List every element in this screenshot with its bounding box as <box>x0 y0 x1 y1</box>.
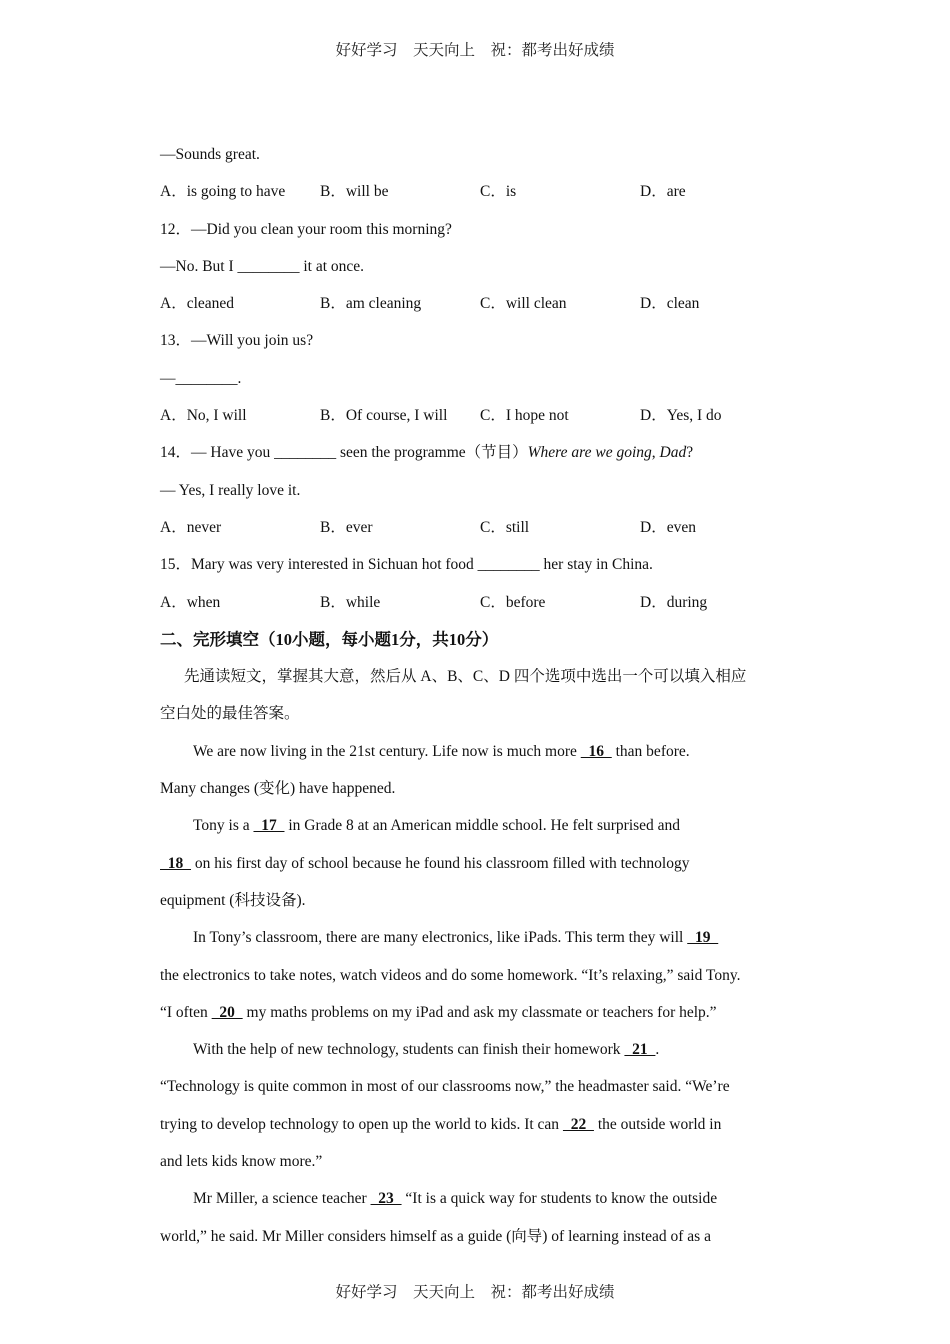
q12-option-b[interactable]: B．am cleaning <box>320 295 422 313</box>
passage-text: “I often <box>160 1003 212 1021</box>
passage-line: “Technology is quite common in most of our classrooms now,” the headmaster said. “We’re <box>160 1078 730 1096</box>
passage-line <box>160 811 800 848</box>
q12-options <box>160 289 800 326</box>
q12-reply: —No. But I ________ it at once. <box>160 257 365 275</box>
passage-line <box>160 849 800 886</box>
q14-options <box>160 513 800 550</box>
q12-option-a[interactable]: A．cleaned <box>160 295 235 313</box>
q15-options <box>160 588 800 625</box>
page-header: 好好学习 天天向上 祝：都考出好成绩 <box>335 42 615 59</box>
blank-23[interactable]: 23 <box>370 1190 402 1208</box>
passage-line: the electronics to take notes, watch videos and do some homework. “It’s relaxing,” said Tony. <box>160 966 741 984</box>
q13-reply: —________. <box>160 369 242 387</box>
passage-line <box>160 1184 800 1221</box>
q13-stem: 13．—Will you join us? <box>160 332 314 350</box>
blank-17[interactable]: 17 <box>253 817 285 835</box>
q12-stem: 12．—Did you clean your room this morning? <box>160 220 452 238</box>
passage-text: trying to develop technology to open up the world to kids. It can <box>160 1115 563 1133</box>
q11-option-b[interactable]: B．will be <box>320 183 389 201</box>
q11-options <box>160 177 800 214</box>
q15-option-b[interactable]: B．while <box>320 593 381 611</box>
q14-option-b[interactable]: B．ever <box>320 518 373 536</box>
blank-16[interactable]: 16 <box>580 742 612 760</box>
page-footer: 好好学习 天天向上 祝：都考出好成绩 <box>335 1284 615 1301</box>
passage-text: We are now living in the 21st century. Life now is much more <box>193 742 581 760</box>
passage-text: my maths problems on my iPad and ask my classmate or teachers for help.” <box>242 1003 717 1021</box>
blank-19[interactable]: 19 <box>687 929 719 947</box>
q14-reply: — Yes, I really love it. <box>160 481 301 499</box>
exam-content <box>160 140 800 1259</box>
passage-line: equipment (科技设备). <box>160 891 306 909</box>
q14-stem <box>160 438 800 475</box>
passage-text: Mr Miller, a science teacher <box>193 1190 371 1208</box>
section-instruction-cont: 空白处的最佳答案。 <box>160 705 300 723</box>
passage-line: and lets kids know more.” <box>160 1153 323 1171</box>
blank-18[interactable]: 18 <box>160 854 191 872</box>
q11-option-c[interactable]: C．is <box>480 183 517 201</box>
blank-21[interactable]: 21 <box>624 1041 656 1059</box>
q14-option-c[interactable]: C．still <box>480 518 530 536</box>
q12-option-d[interactable]: D．clean <box>640 295 700 313</box>
q11-option-a[interactable]: A．is going to have <box>160 183 286 201</box>
q14-comma: , <box>651 444 660 462</box>
q13-options <box>160 401 800 438</box>
q13-option-d[interactable]: D．Yes, I do <box>640 407 722 425</box>
passage-text: With the help of new technology, students can finish their homework <box>193 1041 625 1059</box>
passage-text: Tony is a <box>193 817 254 835</box>
q15-stem: 15．Mary was very interested in Sichuan hot food ________ her stay in China. <box>160 556 653 574</box>
q13-option-b[interactable]: B．Of course, I will <box>320 407 448 425</box>
q15-option-c[interactable]: C．before <box>480 593 546 611</box>
passage-text: In Tony’s classroom, there are many electronics, like iPads. This term they will <box>193 929 688 947</box>
q15-option-a[interactable]: A．when <box>160 593 221 611</box>
q11-option-d[interactable]: D．are <box>640 183 686 201</box>
q13-option-c[interactable]: C．I hope not <box>480 407 569 425</box>
passage-line: world,” he said. Mr Miller considers himself as a guide (向导) of learning instead of as a <box>160 1227 711 1245</box>
q14-programme-title-end: Dad <box>659 444 687 462</box>
section-title: 二、完形填空（10小题，每小题1分，共10分） <box>160 629 499 649</box>
q14-option-a[interactable]: A．never <box>160 518 222 536</box>
passage-line <box>160 998 800 1035</box>
blank-22[interactable]: 22 <box>562 1115 594 1133</box>
section-instruction: 先通读短文，掌握其大意，然后从 A、B、C、D 四个选项中选出一个可以填入相应 <box>184 668 747 686</box>
q15-option-d[interactable]: D．during <box>640 593 708 611</box>
passage-line <box>160 737 800 774</box>
q14-option-d[interactable]: D．even <box>640 518 696 536</box>
passage-text: than before. <box>611 742 690 760</box>
q13-option-a[interactable]: A．No, I will <box>160 407 247 425</box>
q11-reply: —Sounds great. <box>160 146 260 163</box>
passage-line <box>160 1110 800 1147</box>
q14-stem-text: 14．— Have you ________ seen the programme（节目） <box>160 444 528 462</box>
passage-text: “It is a quick way for students to know the outside <box>401 1190 718 1208</box>
passage-line <box>160 923 800 960</box>
passage-text: the outside world in <box>593 1115 722 1133</box>
passage-line <box>160 1035 800 1072</box>
q14-programme-title: Where are we going <box>527 444 652 462</box>
passage-text: on his first day of school because he found his classroom filled with technology <box>191 854 690 872</box>
q14-question-mark: ? <box>686 444 694 462</box>
q12-option-c[interactable]: C．will clean <box>480 295 567 313</box>
passage-line: Many changes (变化) have happened. <box>160 780 396 798</box>
passage-text: . <box>655 1041 660 1059</box>
blank-20[interactable]: 20 <box>211 1003 243 1021</box>
passage-text: in Grade 8 at an American middle school. He felt surprised and <box>284 817 681 835</box>
